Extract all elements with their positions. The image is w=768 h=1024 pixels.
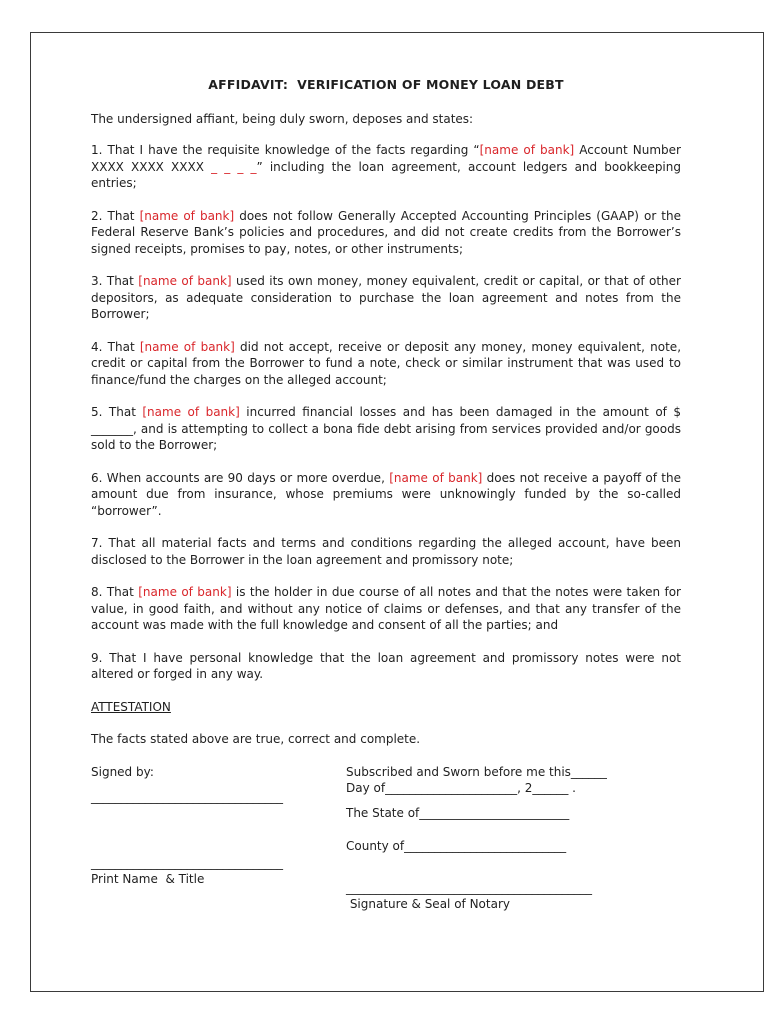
day-of-field: Day of______________________, 2______ . xyxy=(346,781,576,795)
bank-name-placeholder: [name of bank] xyxy=(138,585,232,599)
paragraph-1-lead: 1. That I have the requisite knowledge of the facts regarding “ xyxy=(91,143,480,157)
print-name-label: Print Name & Title xyxy=(91,872,205,886)
state-of-field: The State of_________________________ xyxy=(346,805,570,820)
bank-name-placeholder: [name of bank] xyxy=(389,470,483,485)
paragraph-3 xyxy=(91,273,681,323)
bank-name-placeholder: [name of bank] xyxy=(479,143,575,157)
bank-name-placeholder: [name of bank] xyxy=(138,274,232,288)
account-number-blank: _ _ _ _ xyxy=(211,159,257,174)
bank-name-placeholder: [name of bank] xyxy=(139,208,235,223)
paragraph-4-lead: 4. That xyxy=(91,339,140,354)
paragraph-9: 9. That I have personal knowledge that the loan agreement and promissory notes were not altered or forged in any way. xyxy=(91,650,681,681)
paragraph-1-tail: ” including the loan agreement, account ledgers and bookkeeping entries; xyxy=(91,159,681,190)
paragraph-8 xyxy=(91,584,681,634)
notary-signature-label: Signature & Seal of Notary xyxy=(346,897,510,911)
paragraph-7: 7. That all material facts and terms and conditions regarding the alleged account, have been disclosed to the Borrower in the loan agreement and promissory note; xyxy=(91,536,681,567)
paragraph-4 xyxy=(91,339,681,389)
signature-block xyxy=(91,764,681,934)
paragraph-8-lead: 8. That xyxy=(91,585,139,599)
affiant-signature-column xyxy=(91,764,331,888)
paragraph-4-tail: did not accept, receive or deposit any money, money equivalent, note, credit or capital from the Borrower to fund a note, check or similar instrument that was used to finance/fund the charges on the alleged account; xyxy=(91,339,682,387)
bank-name-placeholder: [name of bank] xyxy=(139,339,235,354)
print-name-line: ________________________________ xyxy=(91,855,283,870)
paragraph-2 xyxy=(91,208,681,258)
notary-column xyxy=(346,764,666,913)
intro-text: The undersigned affiant, being duly sworn, deposes and states: xyxy=(91,111,474,126)
paragraph-6 xyxy=(91,470,681,520)
paragraph-5-tail: incurred financial losses and has been damaged in the amount of $ _______, and is attempting to collect a bona fide debt arising from services provided and/or goods sold to the Borrower; xyxy=(91,405,681,452)
signature-line: ________________________________ xyxy=(91,790,283,804)
paragraph-3-tail: used its own money, money equivalent, credit or capital, or that of other depositors, as adequate consideration to purchase the loan agreement and notes from the Borrower; xyxy=(91,274,681,321)
paragraph-3-lead: 3. That xyxy=(91,274,139,288)
paragraph-6-tail: does not receive a payoff of the amount due from insurance, whose premiums were unknowingly funded by the so-called “borrower”. xyxy=(91,470,681,518)
county-of-field: County of___________________________ xyxy=(346,839,567,853)
subscribed-sworn-text: Subscribed and Sworn before me this______ xyxy=(346,764,607,779)
paragraph-2-lead: 2. That xyxy=(91,208,140,223)
facts-statement: The facts stated above are true, correct and complete. xyxy=(91,732,421,746)
affidavit-body xyxy=(91,73,681,934)
account-number-text: Account Number XXXX XXXX XXXX xyxy=(91,143,681,174)
paragraph-2-tail: does not follow Generally Accepted Accounting Principles (GAAP) or the Federal Reserve Bank’s policies and procedures, and did not create credits from the Borrower’s signed receipts, promises to pay, notes, or other instruments; xyxy=(91,208,681,256)
attestation-heading: ATTESTATION xyxy=(91,699,171,714)
paragraph-8-tail: is the holder in due course of all notes and that the notes were taken for value, in good faith, and without any notice of claims or defenses, and that any transfer of the account was made with the full knowledge and consent of all the parties; and xyxy=(91,585,681,632)
paragraph-6-lead: 6. When accounts are 90 days or more overdue, xyxy=(91,470,390,485)
paragraph-5-lead: 5. That xyxy=(91,405,143,419)
paragraph-1 xyxy=(91,142,681,192)
bank-name-placeholder: [name of bank] xyxy=(142,405,240,419)
paragraph-5 xyxy=(91,404,681,454)
document-page xyxy=(30,32,764,992)
notary-signature-line: _________________________________________ xyxy=(346,880,592,895)
signed-by-label: Signed by: xyxy=(91,764,154,779)
document-title: AFFIDAVIT: VERIFICATION OF MONEY LOAN DEBT xyxy=(208,77,564,92)
